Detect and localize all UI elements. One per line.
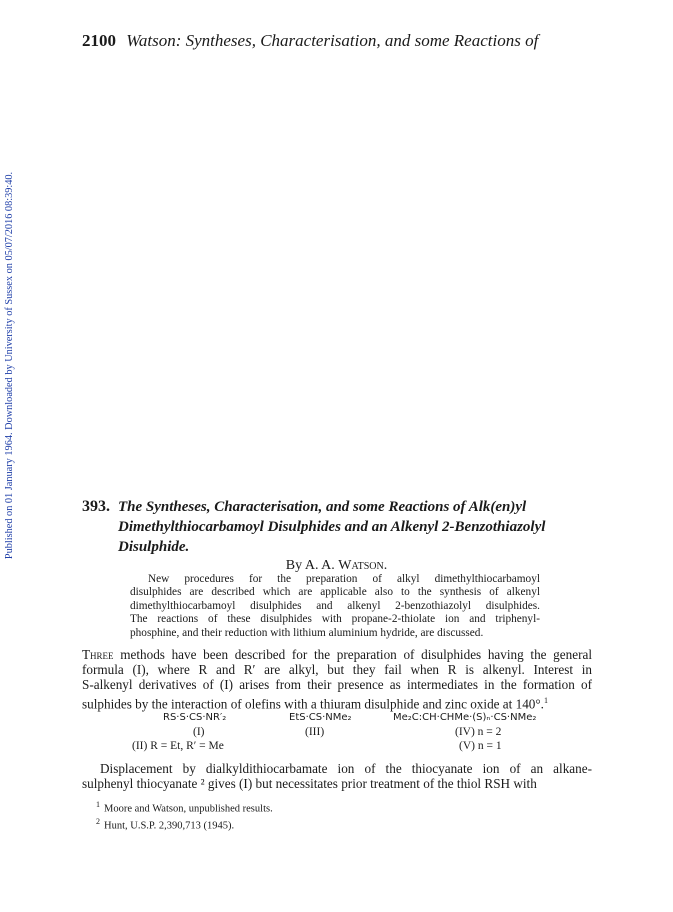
abstract-line: New procedures for the preparation of alkyl dimethylthiocarbamoyl — [148, 573, 540, 585]
body-line: Three methods have been described for the preparation of disulphides having the general — [82, 647, 592, 662]
formula-IV-label: (IV) n = 2 — [455, 726, 502, 738]
running-title: Watson: Syntheses, Characterisation, and some Reactions of — [126, 31, 539, 50]
formula-IV: Me₂C:CH·CHMe·(S)ₙ·CS·NMe₂ — [393, 712, 537, 723]
formula-I: RS·S·CS·NR′₂ — [163, 712, 227, 723]
abstract — [130, 573, 540, 640]
body-line: S-alkenyl derivatives of (I) arises from their presence as intermediates in the formation of — [82, 677, 592, 693]
body-line: sulphenyl thiocyanate ² gives (I) but necessitates prior treatment of the thiol RSH with — [82, 776, 537, 792]
abstract-line: The reactions of these disulphides with propane-2-thiolate ion and triphenyl- — [130, 613, 540, 626]
formula-I-label: (I) — [193, 726, 205, 738]
title-line-1: 393. The Syntheses, Characterisation, and some Reactions of Alk(en)yl — [82, 498, 527, 515]
abstract-line: disulphides are described which are applicable also to the synthesis of alkenyl — [130, 586, 540, 599]
body-line: formula (I), where R and R′ are alkyl, but they fail when R is alkenyl. Interest in — [82, 662, 592, 678]
footnote-ref: 1 — [543, 695, 548, 705]
paragraph-2 — [82, 761, 592, 791]
running-header — [82, 31, 538, 51]
author-prefix: By A. A. — [285, 558, 335, 573]
formula-III: EtS·CS·NMe₂ — [289, 712, 352, 723]
body-line: Displacement by dialkyldithiocarbamate ion of the thiocyanate ion of an alkane- — [100, 761, 592, 776]
footnotes — [96, 799, 273, 832]
footnote: $^2$ Hunt, U.S.P. 2,390,713 (1945). — [96, 816, 235, 831]
title-line-3: Disulphide. — [118, 539, 190, 555]
abstract-line: dimethylthiocarbamoyl disulphides and alkenyl 2-benzothiazolyl disulphides. — [130, 599, 540, 612]
paragraph-1 — [82, 647, 592, 711]
abstract-line: phosphine, and their reduction with lithium aluminium hydride, are discussed. — [130, 626, 484, 639]
author-line — [0, 558, 673, 574]
author-surname: Watson. — [338, 558, 388, 573]
article-number: 393. — [82, 498, 110, 515]
download-watermark-text: Published on 01 January 1964. Downloaded by University of Sussex on 05/07/2016 08:39:40. — [4, 171, 16, 559]
formula-III-label: (III) — [305, 726, 325, 738]
lead-word: Three — [82, 647, 114, 662]
body-line: sulphides by the interaction of olefins with a thiuram disulphide and zinc oxide at 140°.$^1$ — [82, 695, 548, 711]
article-title — [82, 497, 592, 557]
footnote: $^1$ Moore and Watson, unpublished results. — [96, 800, 273, 815]
title-line-2: Dimethylthiocarbamoyl Disulphides and an Alkenyl 2-Benzothiazolyl — [118, 519, 546, 535]
formula-V-label: (V) n = 1 — [459, 740, 502, 752]
formula-II-label: (II) R = Et, R′ = Me — [132, 740, 224, 752]
page-number: 2100 — [82, 31, 116, 50]
download-watermark — [2, 160, 18, 570]
